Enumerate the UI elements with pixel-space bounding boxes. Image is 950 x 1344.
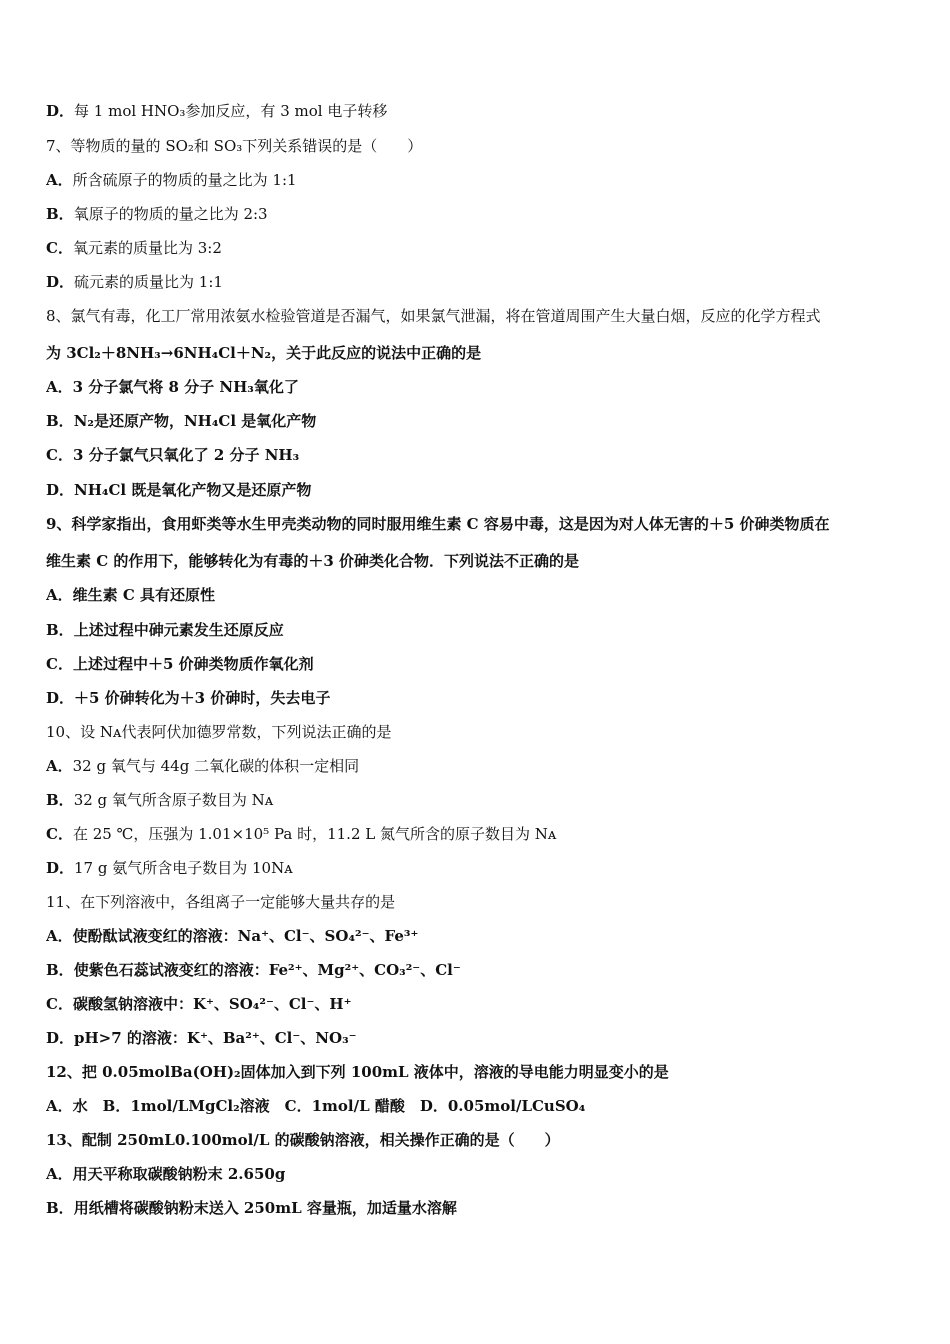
line-q7-option-a bbox=[46, 170, 916, 190]
line-text: 氧元素的质量比为 3:2 bbox=[72, 239, 222, 257]
question-7-stem bbox=[46, 136, 916, 156]
option-label: C． bbox=[46, 446, 73, 464]
option-label: C． bbox=[46, 239, 73, 257]
line-q10-option-c bbox=[46, 824, 916, 844]
option-label: A． bbox=[46, 586, 73, 604]
line-text: 水 B．1mol/LMgCl₂溶液 C．1mol/L 醋酸 D．0.05mol/LCuSO₄ bbox=[72, 1097, 586, 1115]
line-q13-option-a bbox=[46, 1164, 916, 1184]
line-text: N₂是还原产物，NH₄Cl 是氧化产物 bbox=[73, 412, 317, 430]
question-8-stem bbox=[46, 306, 916, 326]
option-label: D． bbox=[46, 859, 75, 877]
line-q6-option-d bbox=[46, 101, 916, 121]
line-q9-option-b bbox=[46, 620, 916, 640]
option-label: A． bbox=[46, 757, 73, 775]
option-label: B． bbox=[46, 621, 74, 639]
line-q11-option-b bbox=[46, 960, 916, 980]
line-text: 使紫色石蕊试液变红的溶液：Fe²⁺、Mg²⁺、CO₃²⁻、Cl⁻ bbox=[73, 961, 461, 979]
option-label: D． bbox=[46, 273, 75, 291]
line-text: 用天平称取碳酸钠粉末 2.650g bbox=[72, 1165, 286, 1183]
option-label: D． bbox=[46, 481, 75, 499]
line-text: 每 1 mol HNO₃参加反应，有 3 mol 电子转移 bbox=[74, 102, 388, 120]
option-label: B． bbox=[46, 412, 74, 430]
line-q9-option-c bbox=[46, 654, 916, 674]
line-q11-option-d bbox=[46, 1028, 916, 1048]
line-text: 维生素 C 的作用下，能够转化为有毒的＋3 价砷类化合物．下列说法不正确的是 bbox=[46, 552, 580, 570]
question-number: 11、 bbox=[46, 893, 81, 911]
line-text: 等物质的量的 SO₂和 SO₃下列关系错误的是（ ） bbox=[70, 137, 423, 155]
option-label: B． bbox=[46, 1199, 74, 1217]
option-label: C． bbox=[46, 825, 73, 843]
line-text: 上述过程中＋5 价砷类物质作氧化剂 bbox=[72, 655, 314, 673]
option-label: A． bbox=[46, 1165, 73, 1183]
option-label: D． bbox=[46, 689, 75, 707]
line-text: 维生素 C 具有还原性 bbox=[72, 586, 216, 604]
question-8-stem-continued bbox=[46, 343, 916, 363]
line-q9-option-d bbox=[46, 688, 916, 708]
option-label: A． bbox=[46, 378, 73, 396]
line-text: 碳酸氢钠溶液中：K⁺、SO₄²⁻、Cl⁻、H⁺ bbox=[72, 995, 352, 1013]
option-label: B． bbox=[46, 205, 74, 223]
line-text: pH>7 的溶液：K⁺、Ba²⁺、Cl⁻、NO₃⁻ bbox=[74, 1029, 357, 1047]
line-q8-option-b bbox=[46, 411, 916, 431]
line-text: 上述过程中砷元素发生还原反应 bbox=[73, 621, 284, 639]
line-text: 科学家指出，食用虾类等水生甲壳类动物的同时服用维生素 C 容易中毒，这是因为对人体无害的＋5 价砷类物质在 bbox=[71, 515, 830, 533]
question-number: 8、 bbox=[46, 307, 71, 325]
question-9-stem-continued bbox=[46, 551, 916, 571]
line-text: 32 g 氧气所含原子数目为 Nᴀ bbox=[73, 791, 274, 809]
question-11-stem bbox=[46, 892, 916, 912]
line-q7-option-b bbox=[46, 204, 916, 224]
option-label: B． bbox=[46, 791, 74, 809]
line-q7-option-c bbox=[46, 238, 916, 258]
line-text: 所含硫原子的物质的量之比为 1:1 bbox=[72, 171, 297, 189]
option-label: C． bbox=[46, 995, 73, 1013]
option-label: D． bbox=[46, 102, 75, 120]
question-number: 13、 bbox=[46, 1131, 82, 1149]
line-text: 把 0.05molBa(OH)₂固体加入到下列 100mL 液体中，溶液的导电能力明显变小的是 bbox=[81, 1063, 669, 1081]
line-text: 氯气有毒，化工厂常用浓氨水检验管道是否漏气，如果氯气泄漏，将在管道周围产生大量白烟，反应的化学方程式 bbox=[70, 307, 821, 325]
line-text: 设 Nᴀ代表阿伏加德罗常数，下列说法正确的是 bbox=[80, 723, 392, 741]
line-text: 3 分子氯气将 8 分子 NH₃氧化了 bbox=[72, 378, 299, 396]
option-label: C． bbox=[46, 655, 73, 673]
option-label: D． bbox=[46, 1029, 75, 1047]
option-label: A． bbox=[46, 1097, 73, 1115]
question-10-stem bbox=[46, 722, 916, 742]
line-q8-option-c bbox=[46, 445, 916, 465]
line-q10-option-a bbox=[46, 756, 916, 776]
option-label: A． bbox=[46, 171, 73, 189]
line-text: 为 3Cl₂＋8NH₃→6NH₄Cl＋N₂，关于此反应的说法中正确的是 bbox=[46, 344, 482, 362]
line-text: 17 g 氨气所含电子数目为 10Nᴀ bbox=[74, 859, 293, 877]
line-text: NH₄Cl 既是氧化产物又是还原产物 bbox=[74, 481, 312, 499]
line-q10-option-d bbox=[46, 858, 916, 878]
line-text: 配制 250mL0.100mol/L 的碳酸钠溶液，相关操作正确的是（ ） bbox=[81, 1131, 560, 1149]
line-text: 氧原子的物质的量之比为 2:3 bbox=[73, 205, 268, 223]
line-q13-option-b bbox=[46, 1198, 916, 1218]
line-text: 硫元素的质量比为 1:1 bbox=[74, 273, 223, 291]
line-q11-option-a bbox=[46, 926, 916, 946]
option-label: B． bbox=[46, 961, 74, 979]
line-q10-option-b bbox=[46, 790, 916, 810]
line-q7-option-d bbox=[46, 272, 916, 292]
line-text: 在下列溶液中，各组离子一定能够大量共存的是 bbox=[80, 893, 396, 911]
question-number: 10、 bbox=[46, 723, 81, 741]
line-q8-option-d bbox=[46, 480, 916, 500]
line-q9-option-a bbox=[46, 585, 916, 605]
line-text: 用纸槽将碳酸钠粉末送入 250mL 容量瓶，加适量水溶解 bbox=[73, 1199, 457, 1217]
line-text: ＋5 价砷转化为＋3 价砷时，失去电子 bbox=[74, 689, 331, 707]
question-number: 12、 bbox=[46, 1063, 82, 1081]
question-13-stem bbox=[46, 1130, 916, 1150]
option-label: A． bbox=[46, 927, 73, 945]
question-number: 7、 bbox=[46, 137, 71, 155]
line-text: 使酚酞试液变红的溶液：Na⁺、Cl⁻、SO₄²⁻、Fe³⁺ bbox=[72, 927, 419, 945]
line-q11-option-c bbox=[46, 994, 916, 1014]
line-text: 32 g 氧气与 44g 二氧化碳的体积一定相同 bbox=[72, 757, 360, 775]
line-text: 在 25 ℃，压强为 1.01×10⁵ Pa 时，11.2 L 氮气所含的原子数目为 Nᴀ bbox=[72, 825, 557, 843]
question-number: 9、 bbox=[46, 515, 72, 533]
line-q12-options bbox=[46, 1096, 916, 1116]
line-q8-option-a bbox=[46, 377, 916, 397]
line-text: 3 分子氯气只氧化了 2 分子 NH₃ bbox=[72, 446, 300, 464]
question-9-stem bbox=[46, 514, 916, 534]
question-12-stem bbox=[46, 1062, 916, 1082]
